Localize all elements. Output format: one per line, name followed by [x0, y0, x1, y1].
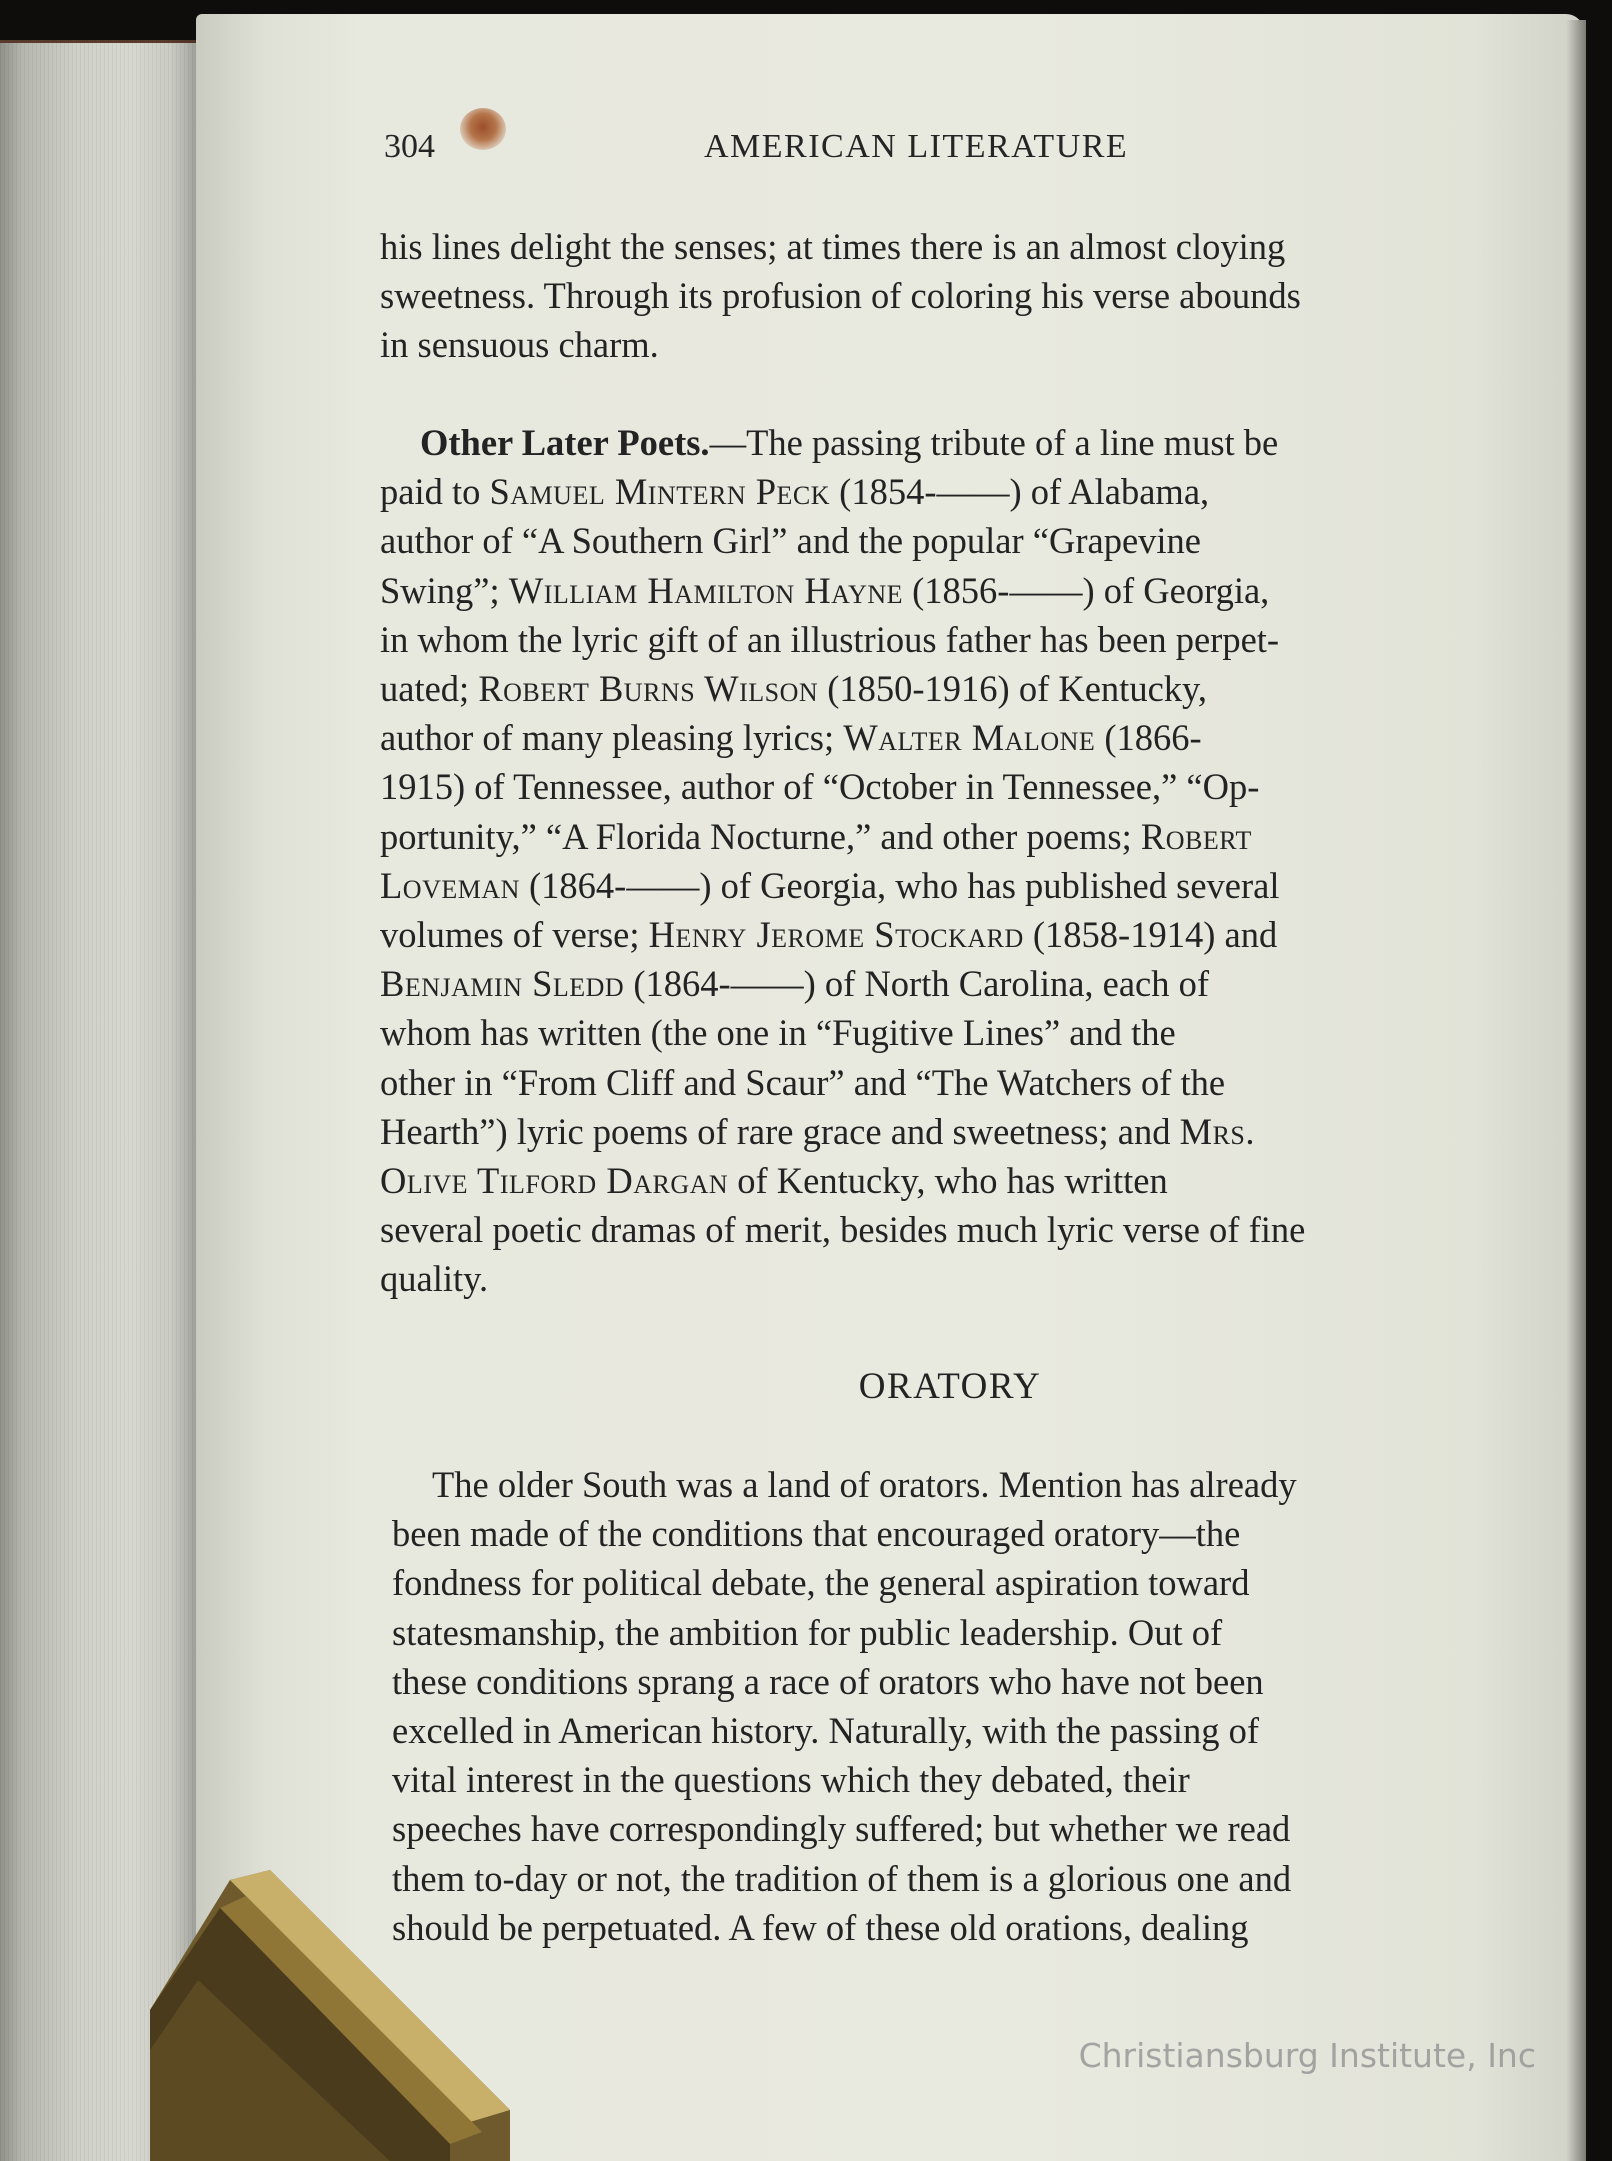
text-line: Swing”; William Hamilton Hayne (1856-——) of Georgia,	[380, 569, 1270, 611]
text-line: other in “From Cliff and Scaur” and “The Watchers of the	[380, 1061, 1226, 1103]
section-heading: ORATORY	[858, 1366, 1042, 1407]
text-line: Loveman (1864-——) of Georgia, who has published several	[380, 864, 1280, 906]
text-line: in whom the lyric gift of an illustrious father has been perpet-	[380, 618, 1280, 660]
text-line: them to-day or not, the tradition of them is a glorious one and	[392, 1857, 1292, 1899]
text-line: speeches have correspondingly suffered; but whether we read	[392, 1808, 1291, 1850]
running-title: AMERICAN LITERATURE	[704, 128, 1129, 165]
text-line: author of many pleasing lyrics; Walter Malone (1866-	[380, 717, 1202, 759]
text-line: his lines delight the senses; at times there is an almost cloying	[380, 226, 1286, 267]
page-right-edge	[1566, 20, 1586, 2161]
text-line: fondness for political debate, the general aspiration toward	[392, 1562, 1250, 1604]
paragraph-oratory	[392, 1460, 1528, 1952]
text-line: Benjamin Sledd (1864-——) of North Carolina, each of	[380, 963, 1210, 1005]
paragraph-continuation	[380, 222, 1518, 370]
paragraph-lead-heading: Other Later Poets.	[420, 422, 710, 463]
text-line: The older South was a land of orators. Mention has already	[432, 1464, 1297, 1505]
text-line: author of “A Southern Girl” and the popular “Grapevine	[380, 520, 1201, 562]
text-line: statesmanship, the ambition for public leadership. Out of	[392, 1611, 1223, 1653]
paragraph-later-poets	[380, 418, 1520, 1304]
page-number: 304	[384, 128, 435, 165]
text-line	[380, 418, 1520, 467]
brass-page-clip	[150, 1860, 510, 2161]
text-line: Hearth”) lyric poems of rare grace and sweetness; and Mrs.	[380, 1110, 1255, 1152]
text-line: whom has written (the one in “Fugitive Lines” and the	[380, 1012, 1176, 1054]
text-line: should be perpetuated. A few of these old orations, dealing	[392, 1906, 1249, 1948]
text-line: been made of the conditions that encouraged oratory—the	[392, 1513, 1241, 1555]
running-head	[384, 124, 1194, 174]
text-line: volumes of verse; Henry Jerome Stockard (1858-1914) and	[380, 914, 1278, 956]
text-line: vital interest in the questions which they debated, their	[392, 1759, 1190, 1801]
text-fragment: —The passing tribute of a line must be	[709, 422, 1279, 463]
text-line: paid to Samuel Mintern Peck (1854-——) of Alabama,	[380, 471, 1210, 513]
text-line: quality.	[380, 1258, 489, 1300]
watermark: Christiansburg Institute, Inc	[1078, 2036, 1536, 2075]
text-line: excelled in American history. Naturally, with the passing of	[392, 1710, 1259, 1752]
text-line: sweetness. Through its profusion of coloring his verse abounds	[380, 275, 1301, 317]
text-line: portunity,” “A Florida Nocturne,” and other poems; Robert	[380, 815, 1252, 857]
text-line: these conditions sprang a race of orators who have not been	[392, 1660, 1264, 1702]
text-line: in sensuous charm.	[380, 324, 659, 366]
text-line: Olive Tilford Dargan of Kentucky, who has written	[380, 1160, 1168, 1202]
text-line: several poetic dramas of merit, besides much lyric verse of fine	[380, 1209, 1306, 1251]
text-line: uated; Robert Burns Wilson (1850-1916) of Kentucky,	[380, 668, 1208, 710]
text-line: 1915) of Tennessee, author of “October in Tennessee,” “Op-	[380, 766, 1260, 808]
